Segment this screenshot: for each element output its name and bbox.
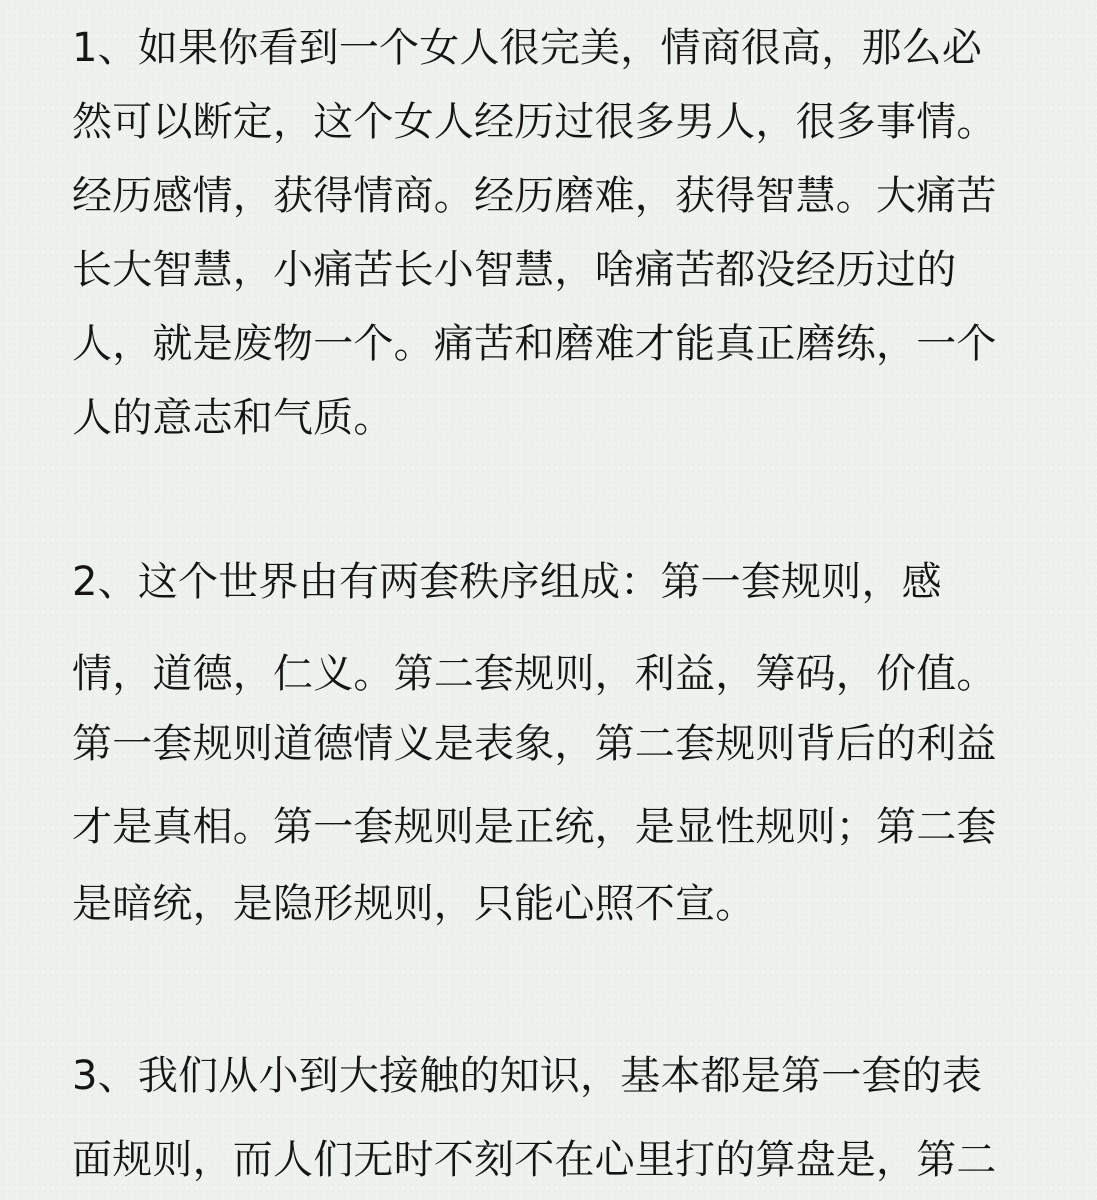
- paragraph-2-line-1: 2、这个世界由有两套秩序组成：第一套规则，感: [72, 559, 942, 605]
- paragraph-1-line-6: 人的意志和气质。: [72, 395, 394, 441]
- paragraph-1-line-5: 人，就是废物一个。痛苦和磨难才能真正磨练，一个: [72, 321, 997, 367]
- paragraph-1-line-2: 然可以断定，这个女人经历过很多男人，很多事情。: [72, 99, 997, 145]
- paragraph-2-line-4: 才是真相。第一套规则是正统，是显性规则；第二套: [72, 804, 997, 850]
- paragraph-1-line-1: 1、如果你看到一个女人很完美，情商很高，那么必: [72, 25, 983, 71]
- paragraph-3-line-2: 面规则，而人们无时不刻不在心里打的算盘是，第二: [72, 1137, 997, 1183]
- paragraph-1-line-4: 长大智慧，小痛苦长小智慧，啥痛苦都没经历过的: [72, 247, 957, 293]
- paragraph-2-line-5: 是暗统，是隐形规则，只能心照不宣。: [72, 881, 756, 927]
- paragraph-2-line-3: 第一套规则道德情义是表象，第二套规则背后的利益: [72, 721, 997, 767]
- paragraph-2-line-2: 情，道德，仁义。第二套规则，利益，筹码，价值。: [72, 651, 997, 697]
- paragraph-3-line-1: 3、我们从小到大接触的知识，基本都是第一套的表: [72, 1053, 983, 1099]
- paragraph-1-line-3: 经历感情，获得情商。经历磨难，获得智慧。大痛苦: [72, 173, 997, 219]
